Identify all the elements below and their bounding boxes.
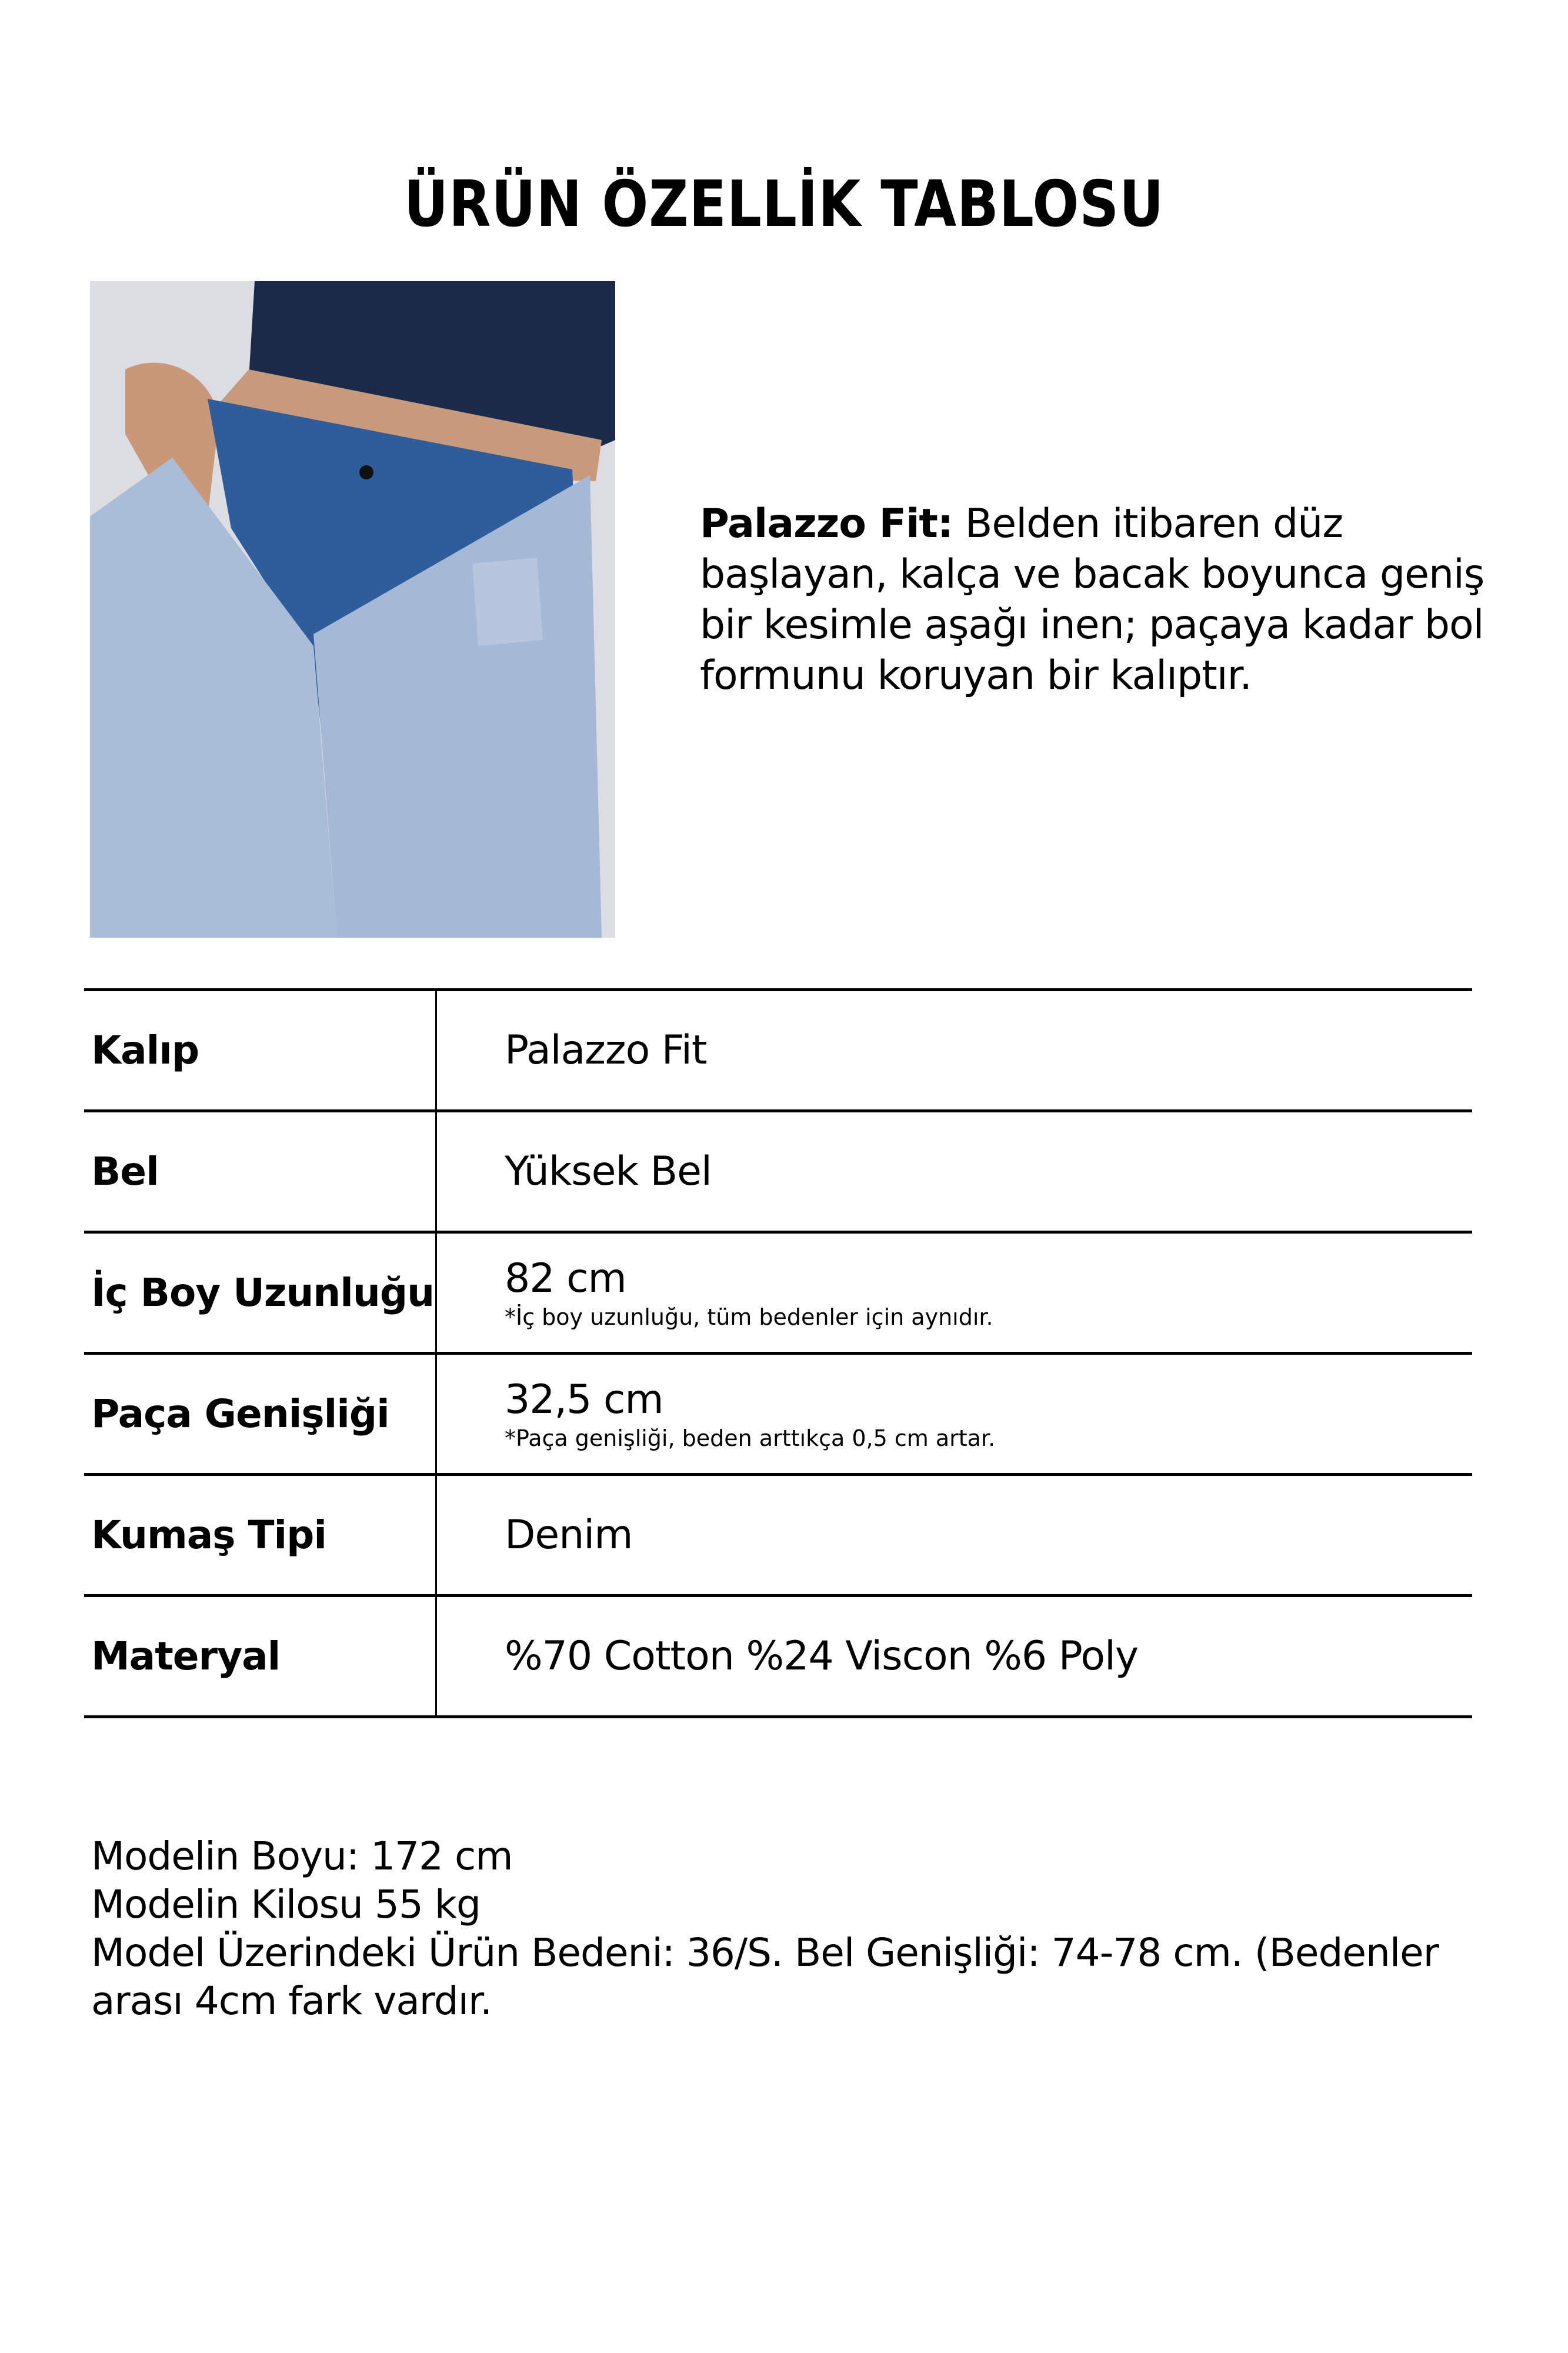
model-info <box>91 1832 1503 2025</box>
row-label: Kumaş Tipi <box>84 1476 437 1594</box>
model-weight: Modelin Kilosu 55 kg <box>91 1882 481 1927</box>
row-label: Kalıp <box>84 991 437 1109</box>
row-label: İç Boy Uzunluğu <box>84 1234 437 1352</box>
page-title: ÜRÜN ÖZELLİK TABLOSU <box>403 168 1165 241</box>
denim-photo-icon <box>90 281 615 938</box>
row-value: Palazzo Fit <box>505 1027 707 1074</box>
row-value: Denim <box>505 1512 633 1558</box>
row-value: 32,5 cm <box>505 1377 663 1423</box>
fit-description <box>700 499 1512 701</box>
model-size-info: Model Üzerindeki Ürün Bedeni: 36/S. Bel Genişliği: 74-78 cm. (Bedenler arası 4cm fark vardır. <box>91 1930 1439 2024</box>
model-height: Modelin Boyu: 172 cm <box>91 1834 513 1879</box>
table-row <box>84 1231 1472 1352</box>
fit-description-text: Belden itibaren düz başlayan, kalça ve bacak boyunca geniş bir kesimle aşağı inen; paçaya kadar bol formunu koruyan bir kalıptır. <box>700 501 1484 699</box>
row-value-cell <box>437 1234 1472 1352</box>
row-value-cell <box>437 1355 1472 1473</box>
table-row <box>84 1352 1472 1473</box>
table-row <box>84 1594 1472 1718</box>
spec-table <box>84 988 1472 1718</box>
row-note: *İç boy uzunluğu, tüm bedenler için aynıdır. <box>505 1304 993 1330</box>
table-row <box>84 988 1472 1109</box>
row-value-cell <box>437 1476 1472 1594</box>
fit-description-label: Palazzo Fit: <box>700 501 953 547</box>
row-value-cell <box>437 991 1472 1109</box>
row-label: Materyal <box>84 1597 437 1715</box>
row-value-cell <box>437 1112 1472 1231</box>
product-photo <box>90 281 615 938</box>
row-note: *Paça genişliği, beden arttıkça 0,5 cm artar. <box>505 1425 996 1451</box>
row-value: %70 Cotton %24 Viscon %6 Poly <box>505 1633 1139 1679</box>
table-row <box>84 1473 1472 1594</box>
row-value: Yüksek Bel <box>505 1148 712 1195</box>
table-row <box>84 1109 1472 1231</box>
row-value-cell <box>437 1597 1472 1715</box>
row-value: 82 cm <box>505 1255 626 1302</box>
row-label: Paça Genişliği <box>84 1355 437 1473</box>
row-label: Bel <box>84 1112 437 1231</box>
